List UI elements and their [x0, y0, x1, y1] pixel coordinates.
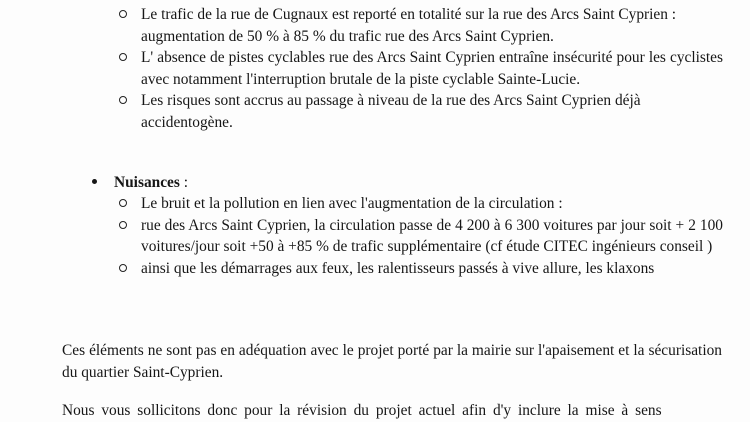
- paragraph: Ces éléments ne sont pas en adéquation avec le projet porté par la mairie sur l'apaisement et la sécurisation du quartier Saint-Cyprien.: [62, 342, 722, 381]
- list-item: [119, 4, 723, 47]
- list-item-text: L' absence de pistes cyclables rue des Arcs Saint Cyprien entraîne insécurité pour les cyclistes avec notamment l'interruption brutale de la piste cyclable Sainte-Lucie.: [141, 49, 723, 88]
- nuisances-title: Nuisances: [114, 174, 180, 191]
- hollow-bullet-icon: [119, 96, 127, 104]
- list-item: [119, 47, 723, 90]
- hollow-bullet-icon: [119, 221, 127, 229]
- list-item-text: rue des Arcs Saint Cyprien, la circulation passe de 4 200 à 6 300 voitures par jour soit + 2 100 voitures/jour soit +50 à +85 % de trafic supplémentaire (cf étude CITEC ingénieurs conseil ): [141, 216, 723, 255]
- list-item-text: Le trafic de la rue de Cugnaux est reporté en totalité sur la rue des Arcs Saint Cyprien : augmentation de 50 % à 85 % du trafic rue des Arcs Saint Cyprien.: [141, 6, 677, 45]
- list-item-text: Le bruit et la pollution en lien avec l'augmentation de la circulation :: [141, 195, 563, 212]
- list-item: [119, 258, 723, 280]
- hollow-bullet-icon: [119, 53, 127, 61]
- paragraph: Nous vous sollicitons donc pour la révision du projet actuel afin d'y inclure la mise à sens: [62, 402, 662, 419]
- filled-bullet-icon: [92, 179, 97, 184]
- hollow-bullet-icon: [119, 10, 127, 18]
- list-item: [119, 90, 723, 133]
- sub-bullet-list-traffic: [119, 4, 723, 133]
- list-item: [119, 215, 723, 258]
- list-item-text: Les risques sont accrus au passage à niveau de la rue des Arcs Saint Cyprien déjà accidentogène.: [141, 92, 641, 131]
- list-item: [119, 193, 723, 215]
- hollow-bullet-icon: [119, 264, 127, 272]
- hollow-bullet-icon: [119, 199, 127, 207]
- sub-bullet-list-nuisances: [119, 193, 723, 279]
- list-item-text: ainsi que les démarrages aux feux, les ralentisseurs passés à vive allure, les klaxons: [141, 259, 655, 277]
- nuisances-colon: :: [179, 174, 188, 191]
